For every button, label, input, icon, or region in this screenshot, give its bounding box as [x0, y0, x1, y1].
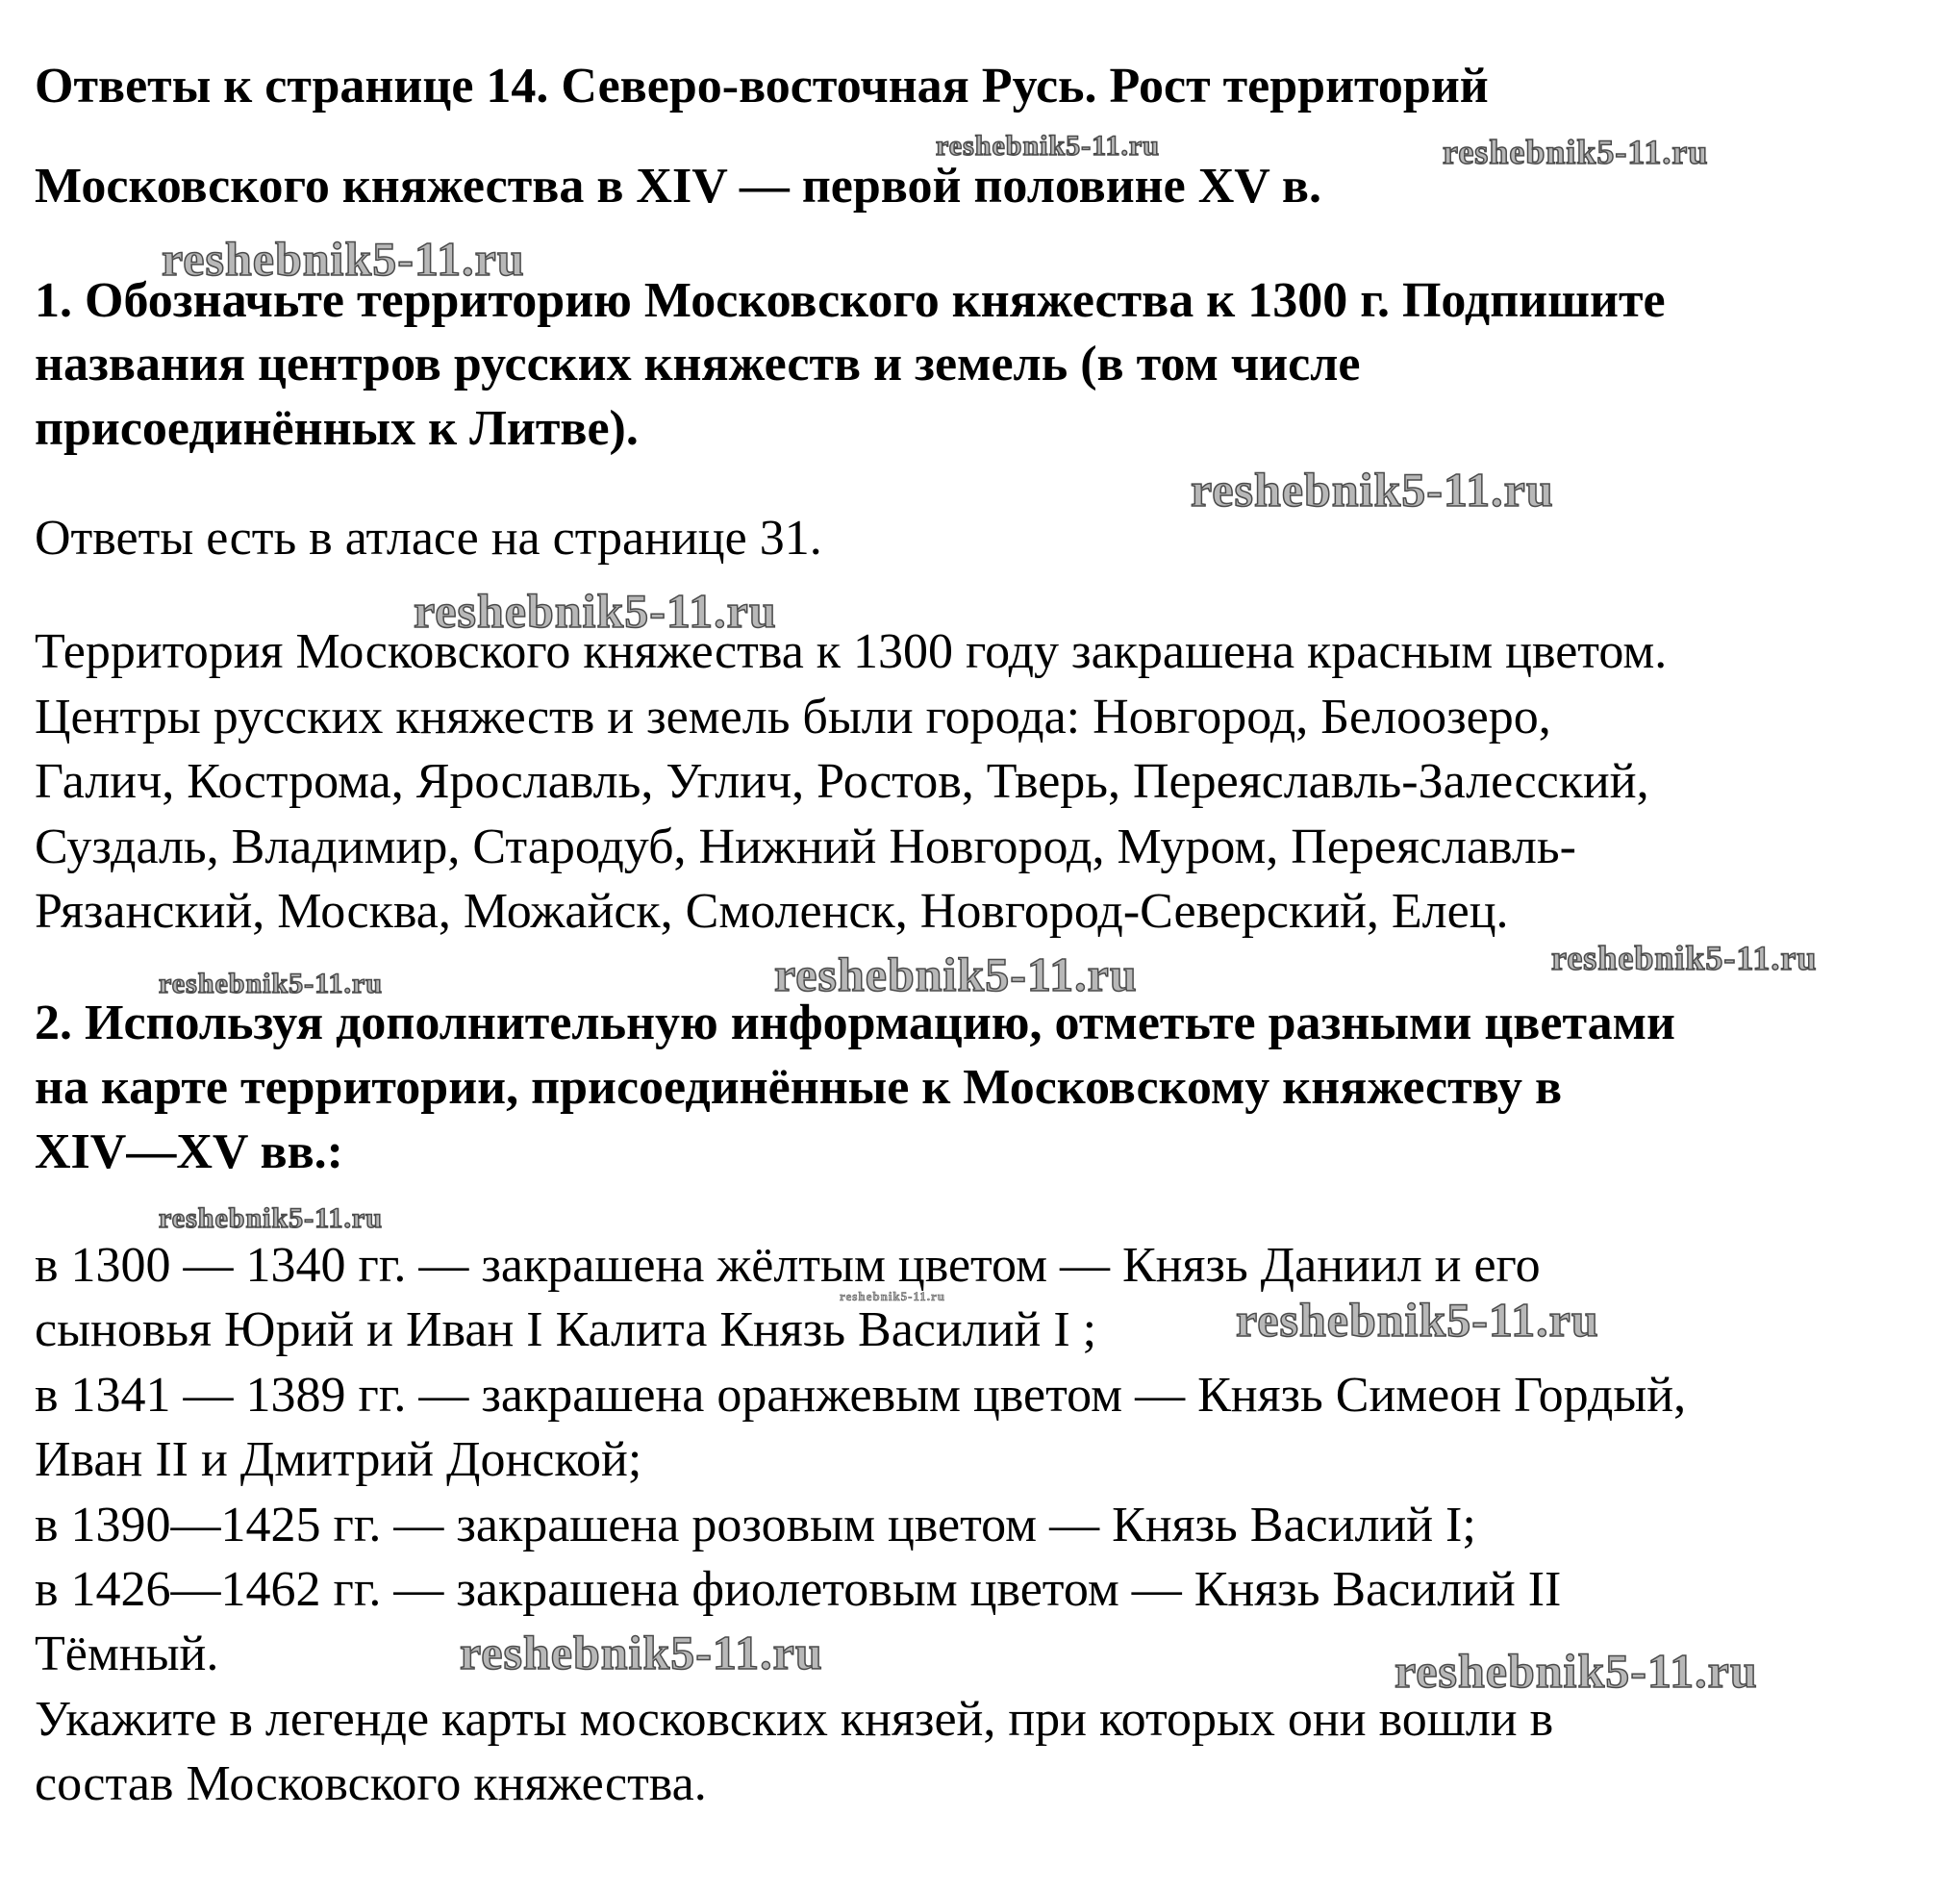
question-1-line-2: названия центров русских княжеств и земель (в том числе [35, 337, 1361, 391]
answer-2-line-6: в 1426—1462 гг. — закрашена фиолетовым цветом — Князь Василий II [35, 1562, 1562, 1617]
question-2-line-2: на карте территории, присоединённые к Московскому княжеству в [35, 1060, 1563, 1115]
answer-1-line-1: Территория Московского княжества к 1300 году закрашена красным цветом. [35, 624, 1668, 679]
watermark-text: reshebnik5-11.ru [460, 1626, 823, 1679]
watermark-text: reshebnik5-11.ru [840, 1289, 946, 1303]
answer-2-line-5: в 1390—1425 гг. — закрашена розовым цветом — Князь Василий I; [35, 1498, 1476, 1552]
question-2-line-3: XIV—XV вв.: [35, 1124, 343, 1179]
question-1-line-1: 1. Обозначьте территорию Московского княжества к 1300 г. Подпишите [35, 273, 1666, 328]
answer-2-line-4: Иван II и Дмитрий Донской; [35, 1432, 642, 1487]
watermark-text: reshebnik5-11.ru [936, 130, 1160, 162]
watermark-text: reshebnik5-11.ru [1236, 1293, 1599, 1347]
answer-2-line-8: Укажите в легенде карты московских князей, при которых они вошли в [35, 1692, 1554, 1747]
answer-1-line-4: Суздаль, Владимир, Стародуб, Нижний Новгород, Муром, Переяславль- [35, 820, 1576, 874]
answer-2-line-2: сыновья Юрий и Иван I Калита Князь Василий I ; [35, 1302, 1097, 1357]
question-1-line-3: присоединённых к Литве). [35, 401, 639, 456]
answer-1-line-2: Центры русских княжеств и земель были города: Новгород, Белоозеро, [35, 690, 1551, 744]
watermark-text: reshebnik5-11.ru [1443, 133, 1709, 171]
watermark-text: reshebnik5-11.ru [159, 1202, 383, 1234]
watermark-text: reshebnik5-11.ru [414, 584, 777, 638]
answer-1-intro: Ответы есть в атласе на странице 31. [35, 511, 822, 566]
answer-2-line-9: состав Московского княжества. [35, 1756, 707, 1811]
answer-1-line-3: Галич, Кострома, Ярославль, Углич, Ростов, Тверь, Переяславль-Залесский, [35, 754, 1649, 809]
answer-2-line-1: в 1300 — 1340 гг. — закрашена жёлтым цветом — Князь Даниил и его [35, 1238, 1541, 1293]
answer-2-line-3: в 1341 — 1389 гг. — закрашена оранжевым цветом — Князь Симеон Гордый, [35, 1368, 1687, 1423]
page-title-line-2: Московского княжества в XIV — первой половине XV в. [35, 159, 1321, 214]
answer-1-line-5: Рязанский, Москва, Можайск, Смоленск, Новгород-Северский, Елец. [35, 884, 1509, 939]
watermark-text: reshebnik5-11.ru [1551, 939, 1818, 977]
watermark-text: reshebnik5-11.ru [1191, 463, 1554, 517]
page-title-line-1: Ответы к странице 14. Северо-восточная Русь. Рост территорий [35, 59, 1489, 114]
watermark-text: reshebnik5-11.ru [1395, 1644, 1758, 1698]
watermark-text: reshebnik5-11.ru [774, 947, 1138, 1001]
watermark-text: reshebnik5-11.ru [162, 232, 525, 286]
watermark-text: reshebnik5-11.ru [159, 968, 383, 999]
question-2-line-1: 2. Используя дополнительную информацию, отметьте разными цветами [35, 996, 1676, 1050]
answer-2-line-7: Тёмный. [35, 1627, 219, 1681]
